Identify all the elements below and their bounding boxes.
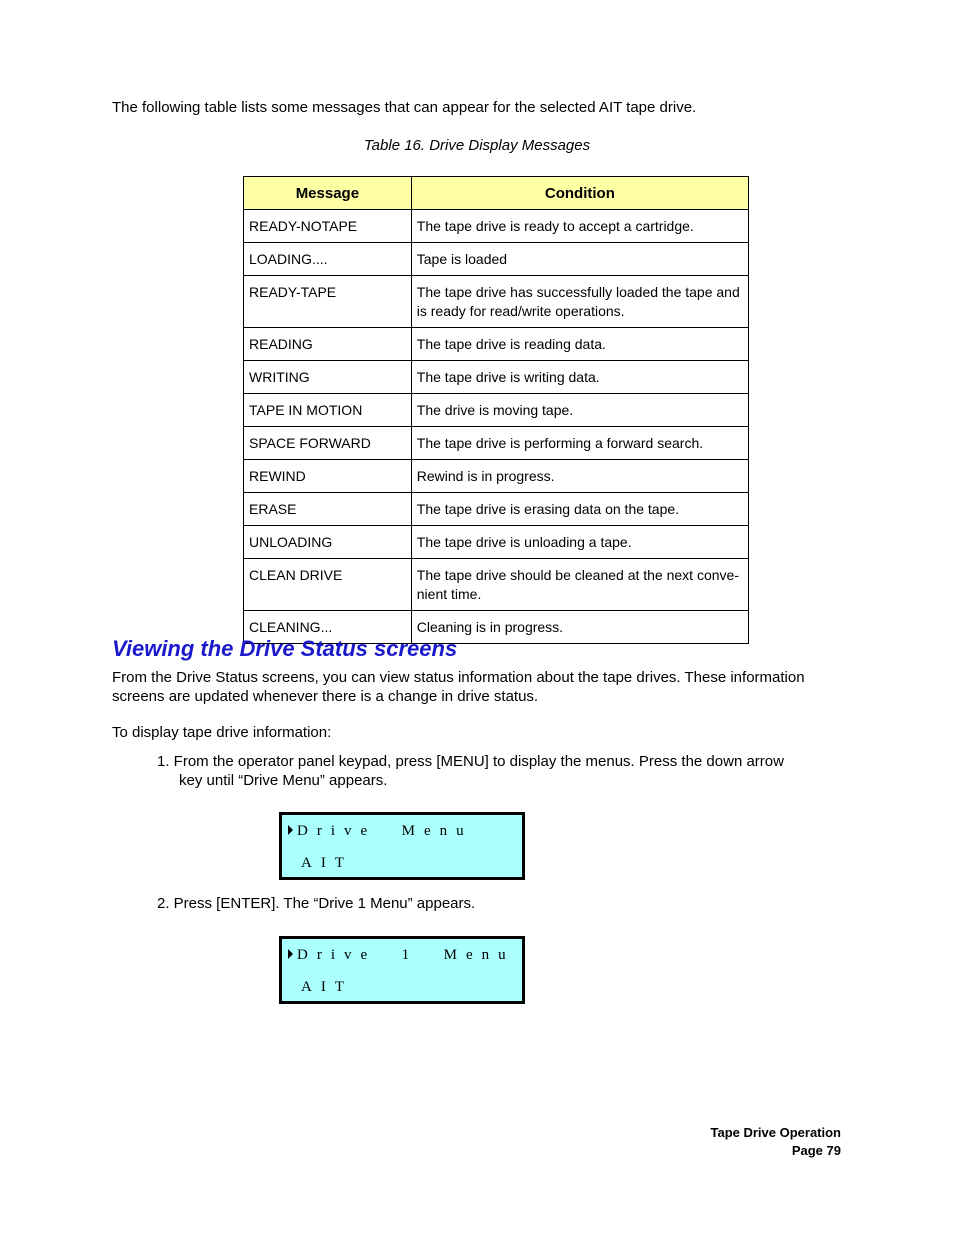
table-row [244, 460, 749, 493]
message-cell: READY-NOTAPE [244, 210, 412, 243]
lcd-line-1: Drive 1 Menu [297, 947, 515, 963]
lcd-line-2: AIT [301, 979, 353, 995]
table-row [244, 394, 749, 427]
condition-cell: The tape drive is performing a forward search. [411, 427, 748, 460]
condition-cell: The tape drive should be cleaned at the next conve-nient time. [411, 559, 748, 611]
message-cell: REWIND [244, 460, 412, 493]
instruction-lead: To display tape drive information: [112, 724, 332, 741]
message-cell: WRITING [244, 361, 412, 394]
step-2: 2. Press [ENTER]. The “Drive 1 Menu” appears. [157, 895, 476, 912]
message-cell: LOADING.... [244, 243, 412, 276]
lcd-drive-1-menu [279, 936, 525, 1004]
page-number: Page 79 [791, 1143, 841, 1158]
condition-cell: The tape drive is writing data. [411, 361, 748, 394]
condition-cell: The tape drive has successfully loaded the tape and is ready for read/write operations. [411, 276, 748, 328]
table-row [244, 526, 749, 559]
intro-text: The following table lists some messages that can appear for the selected AIT tape drive. [112, 99, 697, 116]
condition-cell: Tape is loaded [411, 243, 748, 276]
condition-cell: The drive is moving tape. [411, 394, 748, 427]
footer-title: Tape Drive Operation [710, 1125, 841, 1140]
table-header-row [244, 177, 749, 210]
step-1 [157, 752, 827, 790]
right-triangle-icon [288, 825, 293, 835]
message-cell: READY-TAPE [244, 276, 412, 328]
step-1-line-2: key until “Drive Menu” appears. [179, 772, 388, 789]
section-heading: Viewing the Drive Status screens [112, 636, 458, 661]
lcd-line-2: AIT [301, 855, 353, 871]
condition-cell: The tape drive is reading data. [411, 328, 748, 361]
table-row [244, 559, 749, 611]
table-row [244, 361, 749, 394]
message-cell: ERASE [244, 493, 412, 526]
table-row [244, 427, 749, 460]
condition-cell: The tape drive is erasing data on the tape. [411, 493, 748, 526]
right-triangle-icon [288, 949, 293, 959]
condition-cell: The tape drive is ready to accept a cartridge. [411, 210, 748, 243]
step-1-line-1: 1. From the operator panel keypad, press [MENU] to display the menus. Press the down arrow [157, 753, 784, 770]
drive-messages-table [243, 176, 749, 644]
lcd-drive-menu [279, 812, 525, 880]
message-cell: TAPE IN MOTION [244, 394, 412, 427]
section-paragraph: From the Drive Status screens, you can view status information about the tape drives. These information screens are updated whenever there is a change in drive status. [112, 669, 805, 705]
message-cell: READING [244, 328, 412, 361]
condition-cell: Rewind is in progress. [411, 460, 748, 493]
header-condition: Condition [411, 177, 748, 210]
table-row [244, 243, 749, 276]
message-cell: CLEAN DRIVE [244, 559, 412, 611]
condition-cell: Cleaning is in progress. [411, 611, 748, 644]
header-message: Message [244, 177, 412, 210]
page-footer [710, 1124, 841, 1160]
table-caption: Table 16. Drive Display Messages [363, 137, 591, 154]
message-cell: UNLOADING [244, 526, 412, 559]
message-cell: CLEANING... [244, 611, 412, 644]
table-row [244, 328, 749, 361]
lcd-line-1: Drive Menu [297, 823, 473, 839]
message-cell: SPACE FORWARD [244, 427, 412, 460]
table-row [244, 210, 749, 243]
table-row [244, 276, 749, 328]
table-row [244, 493, 749, 526]
condition-cell: The tape drive is unloading a tape. [411, 526, 748, 559]
